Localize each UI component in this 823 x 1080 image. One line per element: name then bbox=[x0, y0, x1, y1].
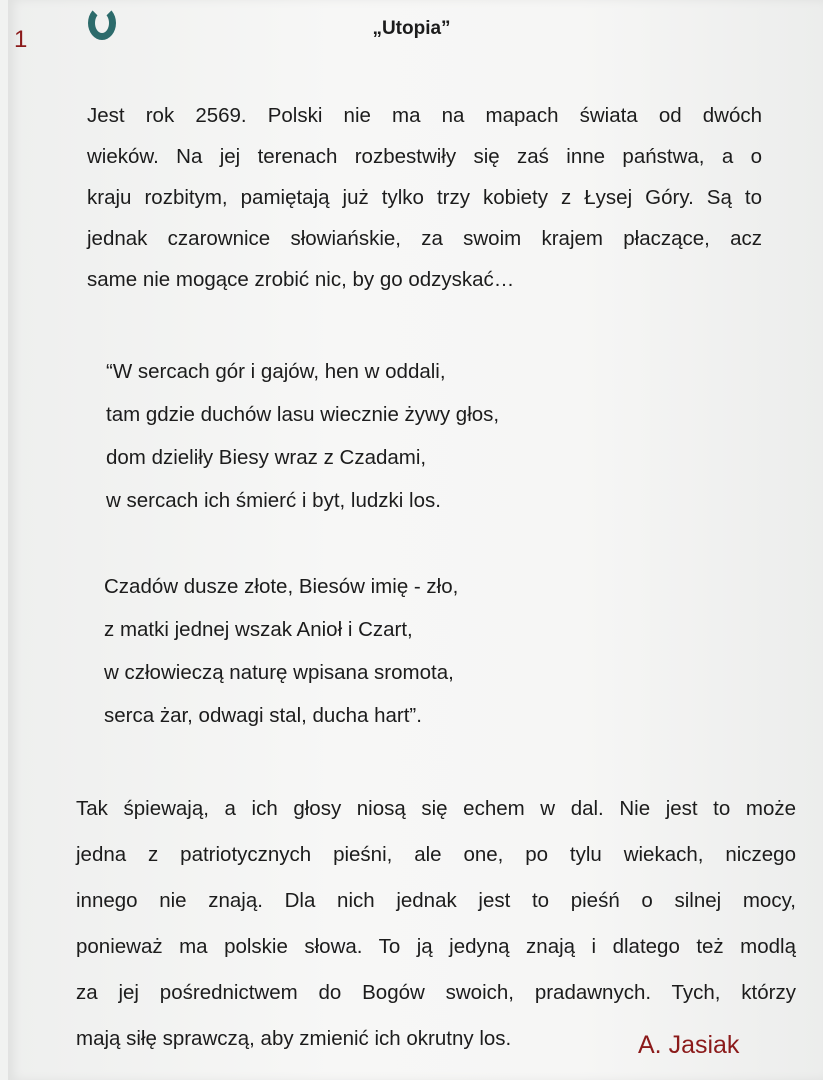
text-line: kraju rozbitym, pamiętają już tylko trzy kobiety z Łysej Góry. Są to bbox=[87, 186, 762, 209]
page-number: 1 bbox=[14, 26, 28, 53]
text-line: jednak czarownice słowiańskie, za swoim krajem płaczące, acz bbox=[87, 227, 762, 250]
text-line: za jej pośrednictwem do Bogów swoich, pradawnych. Tych, którzy bbox=[76, 981, 796, 1004]
poem-line: w człowieczą naturę wpisana sromota, bbox=[104, 661, 454, 684]
text-line: wieków. Na jej terenach rozbestwiły się zaś inne państwa, a o bbox=[87, 145, 762, 168]
text-line: ponieważ ma polskie słowa. To ją jedyną znają i dlatego też modlą bbox=[76, 935, 796, 958]
author-signature: A. Jasiak bbox=[638, 1031, 740, 1059]
poem-line: w sercach ich śmierć i byt, ludzki los. bbox=[106, 489, 441, 512]
poem-line: Czadów dusze złote, Biesów imię - zło, bbox=[104, 575, 459, 598]
text-line: same nie mogące zrobić nic, by go odzyskać… bbox=[87, 268, 515, 291]
poem-line: dom dzieliły Biesy wraz z Czadami, bbox=[106, 446, 427, 469]
closing-paragraph bbox=[76, 786, 796, 1062]
poem-stanza-2 bbox=[104, 565, 458, 737]
poem-stanza-1 bbox=[106, 350, 499, 522]
poem-line: “W sercach gór i gajów, hen w oddali, bbox=[106, 360, 446, 383]
text-line: innego nie znają. Dla nich jednak jest to pieśń o silnej mocy, bbox=[76, 889, 796, 912]
intro-paragraph bbox=[87, 95, 762, 300]
document-title: „Utopia” bbox=[372, 18, 451, 39]
poem-line: z matki jednej wszak Anioł i Czart, bbox=[104, 618, 413, 641]
poem-line: serca żar, odwagi stal, ducha hart”. bbox=[104, 704, 422, 727]
text-line: Jest rok 2569. Polski nie ma na mapach świata od dwóch bbox=[87, 104, 762, 127]
text-line: Tak śpiewają, a ich głosy niosą się echem w dal. Nie jest to może bbox=[76, 797, 796, 820]
text-line: mają siłę sprawczą, aby zmienić ich okrutny los. bbox=[76, 1027, 512, 1050]
poem-line: tam gdzie duchów lasu wiecznie żywy głos, bbox=[106, 403, 500, 426]
text-line: jedna z patriotycznych pieśni, ale one, po tylu wiekach, niczego bbox=[76, 843, 796, 866]
